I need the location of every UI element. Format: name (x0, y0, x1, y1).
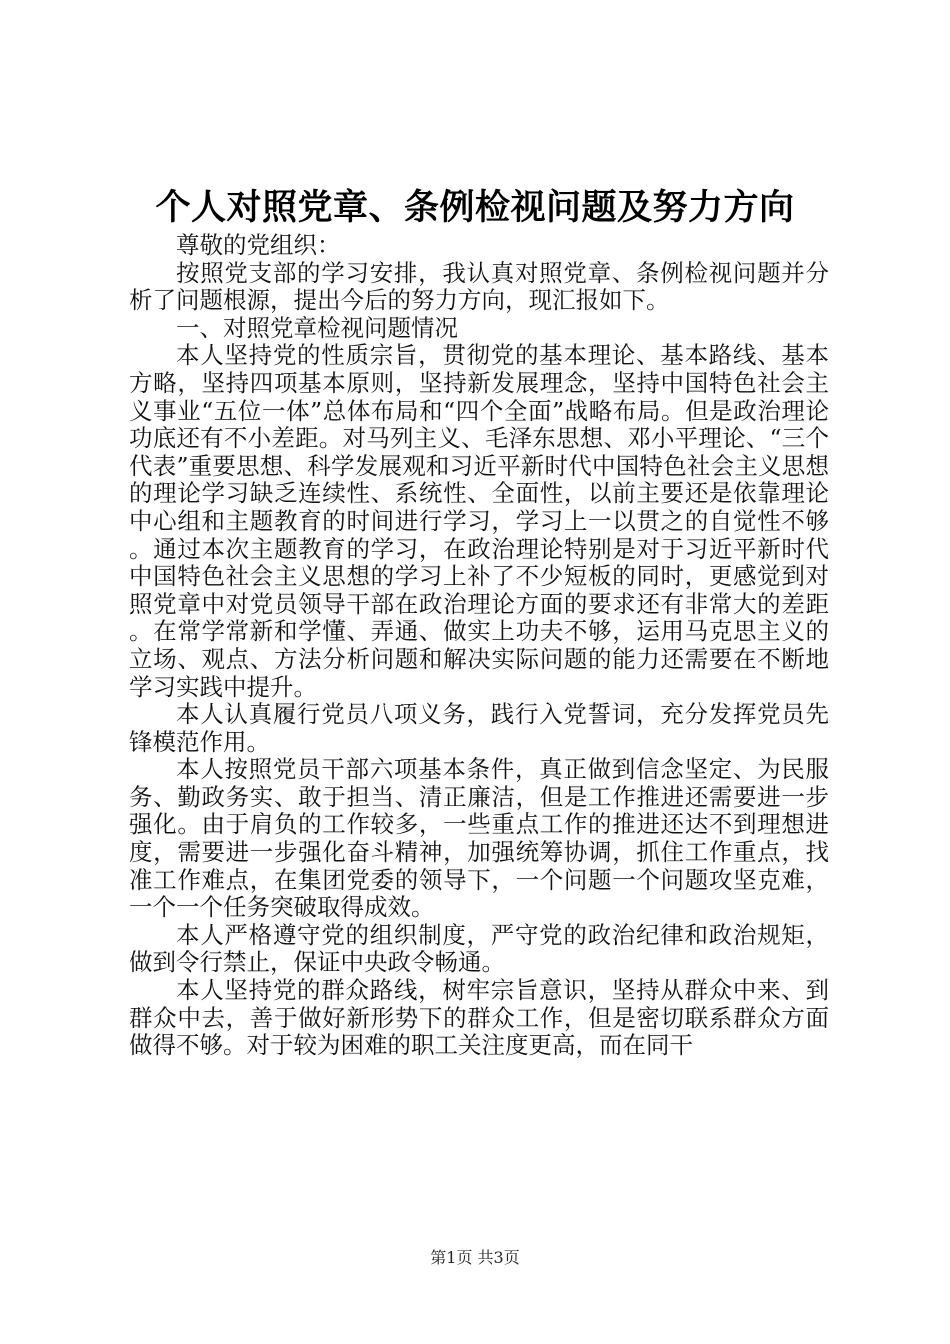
page-footer: 第1页 共3页 (430, 1248, 520, 1267)
paragraph-mass-line: 本人坚持党的群众路线，树牢宗旨意识，坚持从群众中来、到群众中去，善于做好新形势下的群众工作，但是密切联系群众方面做得不够。对于较为困难的职工关注度更高，而在同干 (129, 976, 829, 1060)
document-body (129, 232, 829, 1060)
section-heading: 一、对照党章检视问题情况 (176, 313, 458, 342)
paragraph-intro: 按照党支部的学习安排，我认真对照党章、条例检视问题并分析了问题根源，提出今后的努力方向，现汇报如下。 (129, 258, 829, 315)
paragraph-conditions: 本人按照党员干部六项基本条件，真正做到信念坚定、为民服务、勤政务实、敢于担当、清正廉洁，但是工作推进还需要进一步强化。由于肩负的工作较多，一些重点工作的推进还达不到理想进度，需要进一步强化奋斗精神，加强统筹协调，抓住工作重点，找准工作难点，在集团党委的领导下，一个问题一个问题攻坚克难，一个一个任务突破取得成效。 (129, 755, 829, 922)
paragraph-theory: 本人坚持党的性质宗旨，贯彻党的基本理论、基本路线、基本方略，坚持四项基本原则，坚持新发展理念，坚持中国特色社会主义事业“五位一体”总体布局和“四个全面”战略布局。但是政治理论功底还有不小差距。对马列主义、毛泽东思想、邓小平理论、“三个代表”重要思想、科学发展观和习近平新时代中国特色社会主义思想的理论学习缺乏连续性、系统性、全面性，以前主要还是依靠理论中心组和主题教育的时间进行学习，学习上一以贯之的自觉性不够。通过本次主题教育的学习，在政治理论特别是对于习近平新时代中国特色社会主义思想的学习上补了不少短板的同时，更感觉到对照党章中对党员领导干部在政治理论方面的要求还有非常大的差距。在常学常新和学懂、弄通、做实上功夫不够，运用马克思主义的立场、观点、方法分析问题和解决实际问题的能力还需要在不断地学习实践中提升。 (129, 341, 829, 701)
paragraph-obligations: 本人认真履行党员八项义务，践行入党誓词，充分发挥党员先锋模范作用。 (129, 700, 829, 756)
document-title: 个人对照党章、条例检视问题及努力方向 (155, 187, 795, 228)
paragraph-discipline: 本人严格遵守党的组织制度，严守党的政治纪律和政治规矩，做到令行禁止，保证中央政令畅通。 (129, 920, 829, 977)
salutation: 尊敬的党组织： (176, 231, 341, 259)
